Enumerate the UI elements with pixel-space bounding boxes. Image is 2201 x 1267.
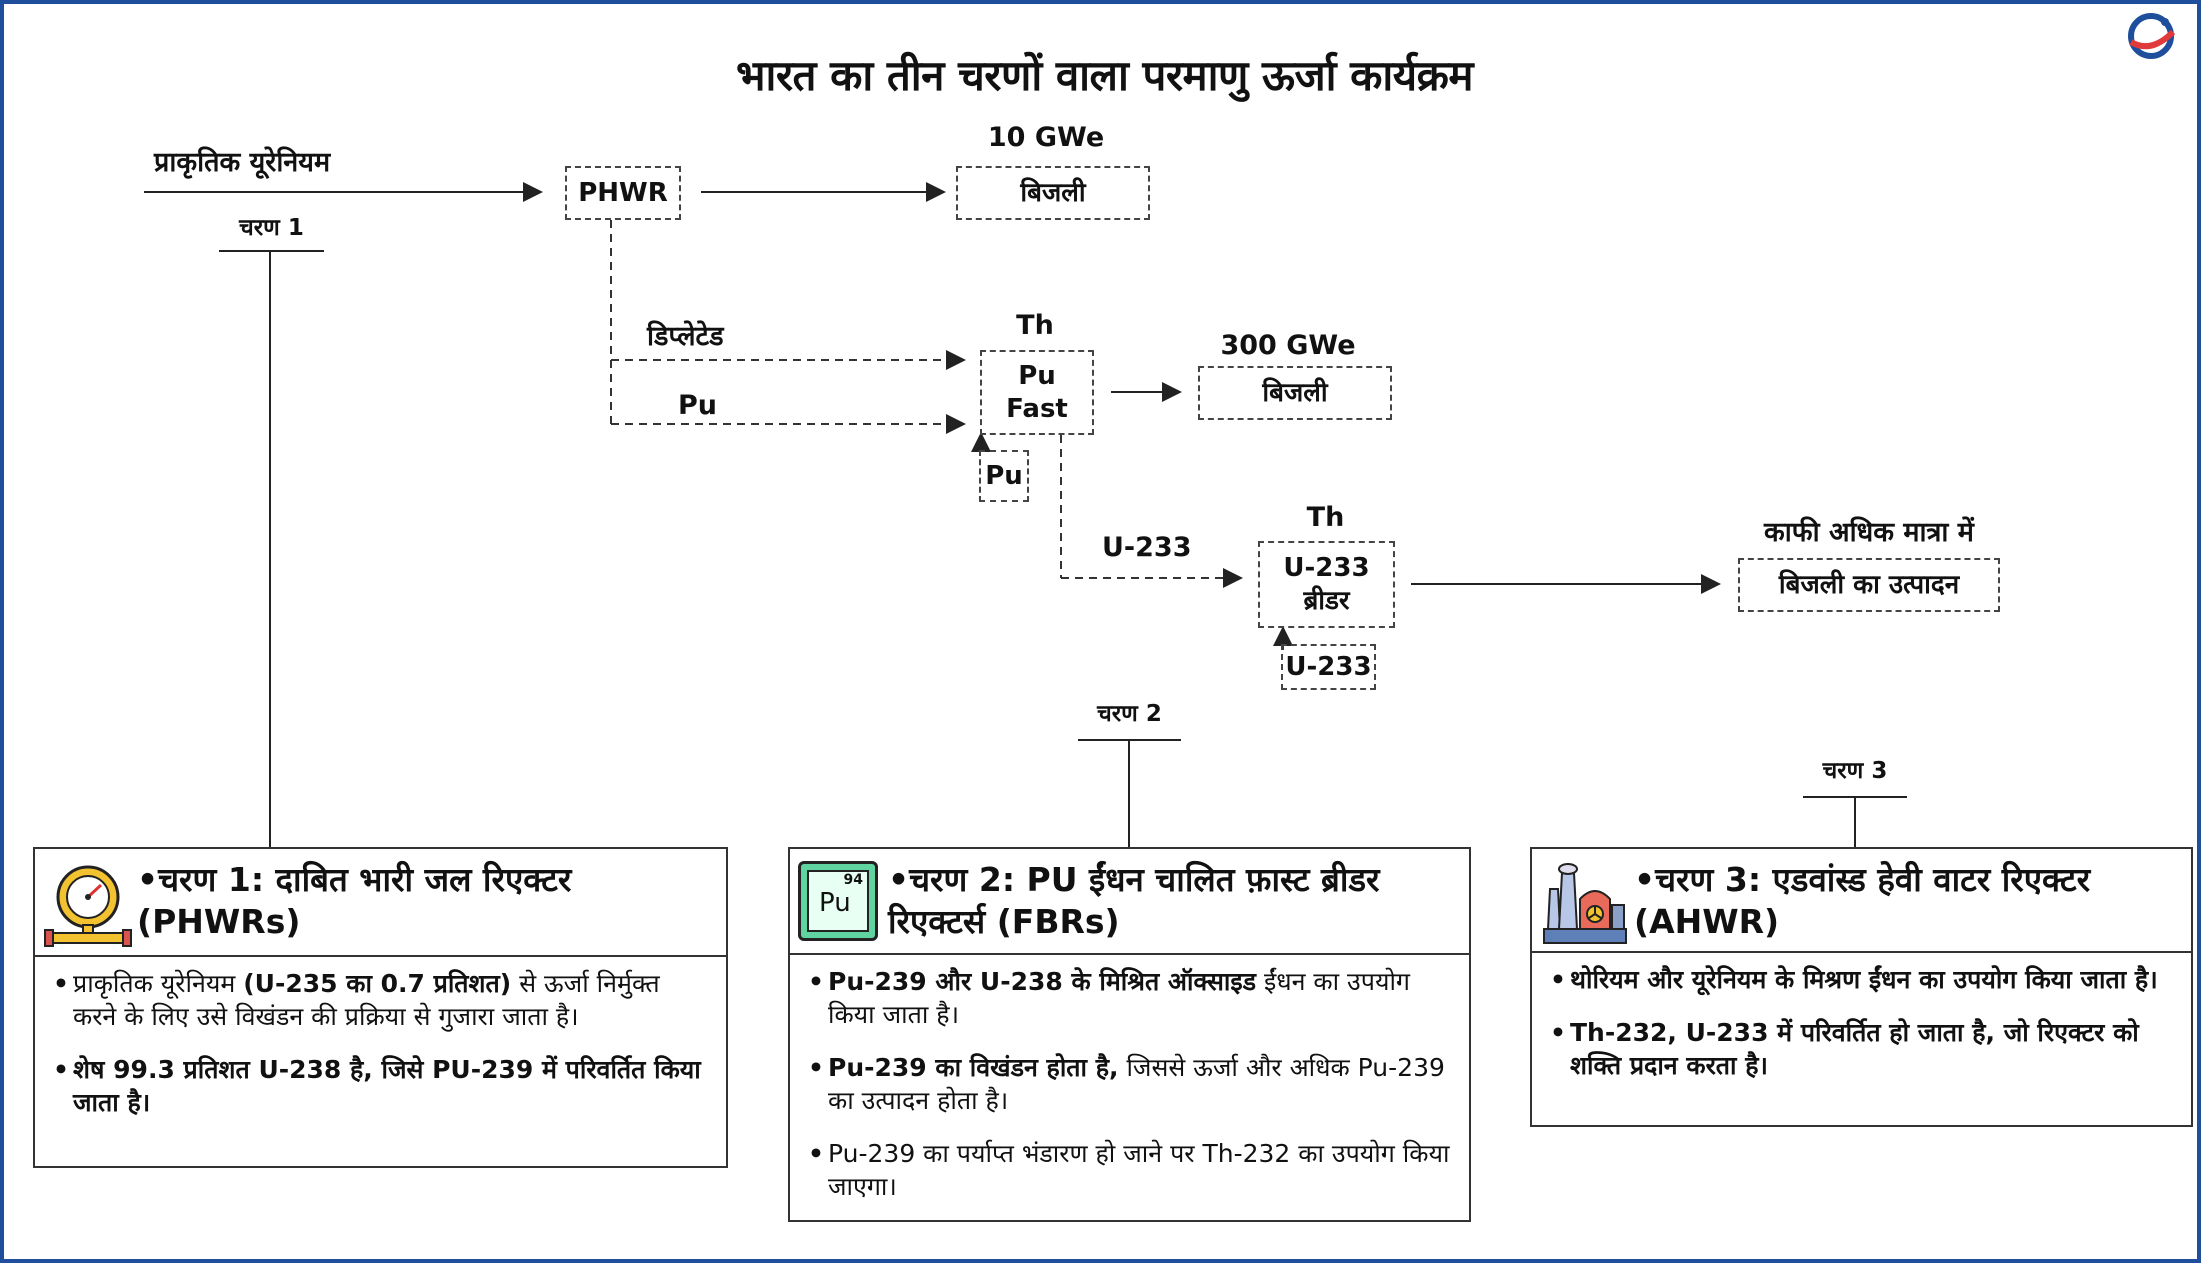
stage2-card-header: [790, 849, 1469, 955]
breeder-line2: ब्रीडर: [1303, 585, 1350, 616]
u233-label: U-233: [1102, 532, 1192, 563]
gwe10-label: 10 GWe: [987, 122, 1105, 153]
pu-feedback-box: [979, 450, 1029, 502]
electricity-box-2: [1198, 366, 1392, 420]
breeder-line1: U-233: [1283, 552, 1370, 583]
stage3-bullet-2: • Th-232, U-233 में परिवर्तित हो जाता है, जो रिएक्टर को शक्ति प्रदान करता है।: [1550, 1016, 2173, 1082]
phwr-label: PHWR: [578, 177, 668, 208]
plutonium-element-icon: [798, 861, 878, 941]
stage3-label: चरण 3: [1822, 758, 1888, 784]
electricity-production-box: [1738, 558, 2000, 612]
stage2-label: चरण 2: [1097, 701, 1162, 727]
th-label-2: Th: [1306, 502, 1345, 533]
stage2-card: [788, 847, 1471, 1222]
stage3-card-body: [1532, 953, 2191, 1082]
nuclear-plant-icon: [1540, 859, 1630, 949]
fast-line2: Fast: [1006, 393, 1068, 424]
much-more-label: काफी अधिक मात्रा में: [1764, 517, 1974, 548]
stage1-card-title: •चरण 1: दाबित भारी जल रिएक्टर (PHWRs): [137, 860, 572, 941]
electricity-label-1: बिजली: [1020, 177, 1086, 208]
stage2-card-body: [790, 955, 1469, 1203]
page-title: भारत का तीन चरणों वाला परमाणु ऊर्जा कार्यक्रम: [735, 51, 1474, 100]
electricity-production-label: बिजली का उत्पादन: [1778, 569, 1960, 600]
element-symbol: Pu: [819, 888, 851, 918]
u233-feedback-box: [1281, 644, 1376, 690]
stage3-card: [1530, 847, 2193, 1127]
stage2-card-title: •चरण 2: PU ईंधन चालित फ़ास्ट ब्रीडर रिएक्टर्स (FBRs): [888, 860, 1380, 941]
u233-feedback-label: U-233: [1285, 651, 1372, 682]
natural-uranium-label: प्राकृतिक यूरेनियम: [154, 147, 331, 178]
electricity-box-1: [956, 166, 1150, 220]
stage1-bullet-1: • प्राकृतिक यूरेनियम (U-235 का 0.7 प्रतिशत) से ऊर्जा निर्मुक्त करने के लिए उसे विखंडन की प्रक्रिया से गुजारा जाता है।: [53, 967, 708, 1033]
phwr-box: [565, 166, 681, 220]
stage2-bullet-3: • Pu-239 का पर्याप्त भंडारण हो जाने पर Th-232 का उपयोग किया जाएगा।: [808, 1137, 1451, 1203]
stage3-card-title: •चरण 3: एडवांस्ड हेवी वाटर रिएक्टर (AHWR): [1634, 860, 2091, 941]
pu-feedback-label: Pu: [985, 460, 1023, 491]
fast-line1: Pu: [1018, 360, 1056, 391]
fast-breeder-box: [980, 350, 1094, 435]
stage1-card-body: [35, 957, 726, 1119]
stage3-bullet-1: • थोरियम और यूरेनियम के मिश्रण ईंधन का उपयोग किया जाता है।: [1550, 963, 2173, 996]
stage1-label: चरण 1: [239, 215, 304, 241]
stage1-card: [33, 847, 728, 1168]
stage1-bullet-2: • शेष 99.3 प्रतिशत U-238 है, जिसे PU-239 में परिवर्तित किया जाता है।: [53, 1053, 708, 1119]
pressure-gauge-icon: [43, 859, 133, 949]
pu-label: Pu: [678, 390, 718, 421]
element-number: 94: [843, 872, 863, 888]
u233-breeder-box: [1258, 541, 1395, 628]
stage3-card-header: [1532, 849, 2191, 953]
depleted-label: डिप्लेटेड: [647, 321, 724, 352]
th-label-1: Th: [1016, 310, 1054, 341]
electricity-label-2: बिजली: [1262, 377, 1328, 408]
stage2-bullet-1: • Pu-239 और U-238 के मिश्रित ऑक्साइड ईंधन का उपयोग किया जाता है।: [808, 965, 1451, 1031]
stage1-card-header: [35, 849, 726, 957]
stage2-bullet-2: • Pu-239 का विखंडन होता है, जिससे ऊर्जा और अधिक Pu-239 का उत्पादन होता है।: [808, 1051, 1451, 1117]
gwe300-label: 300 GWe: [1220, 330, 1356, 361]
